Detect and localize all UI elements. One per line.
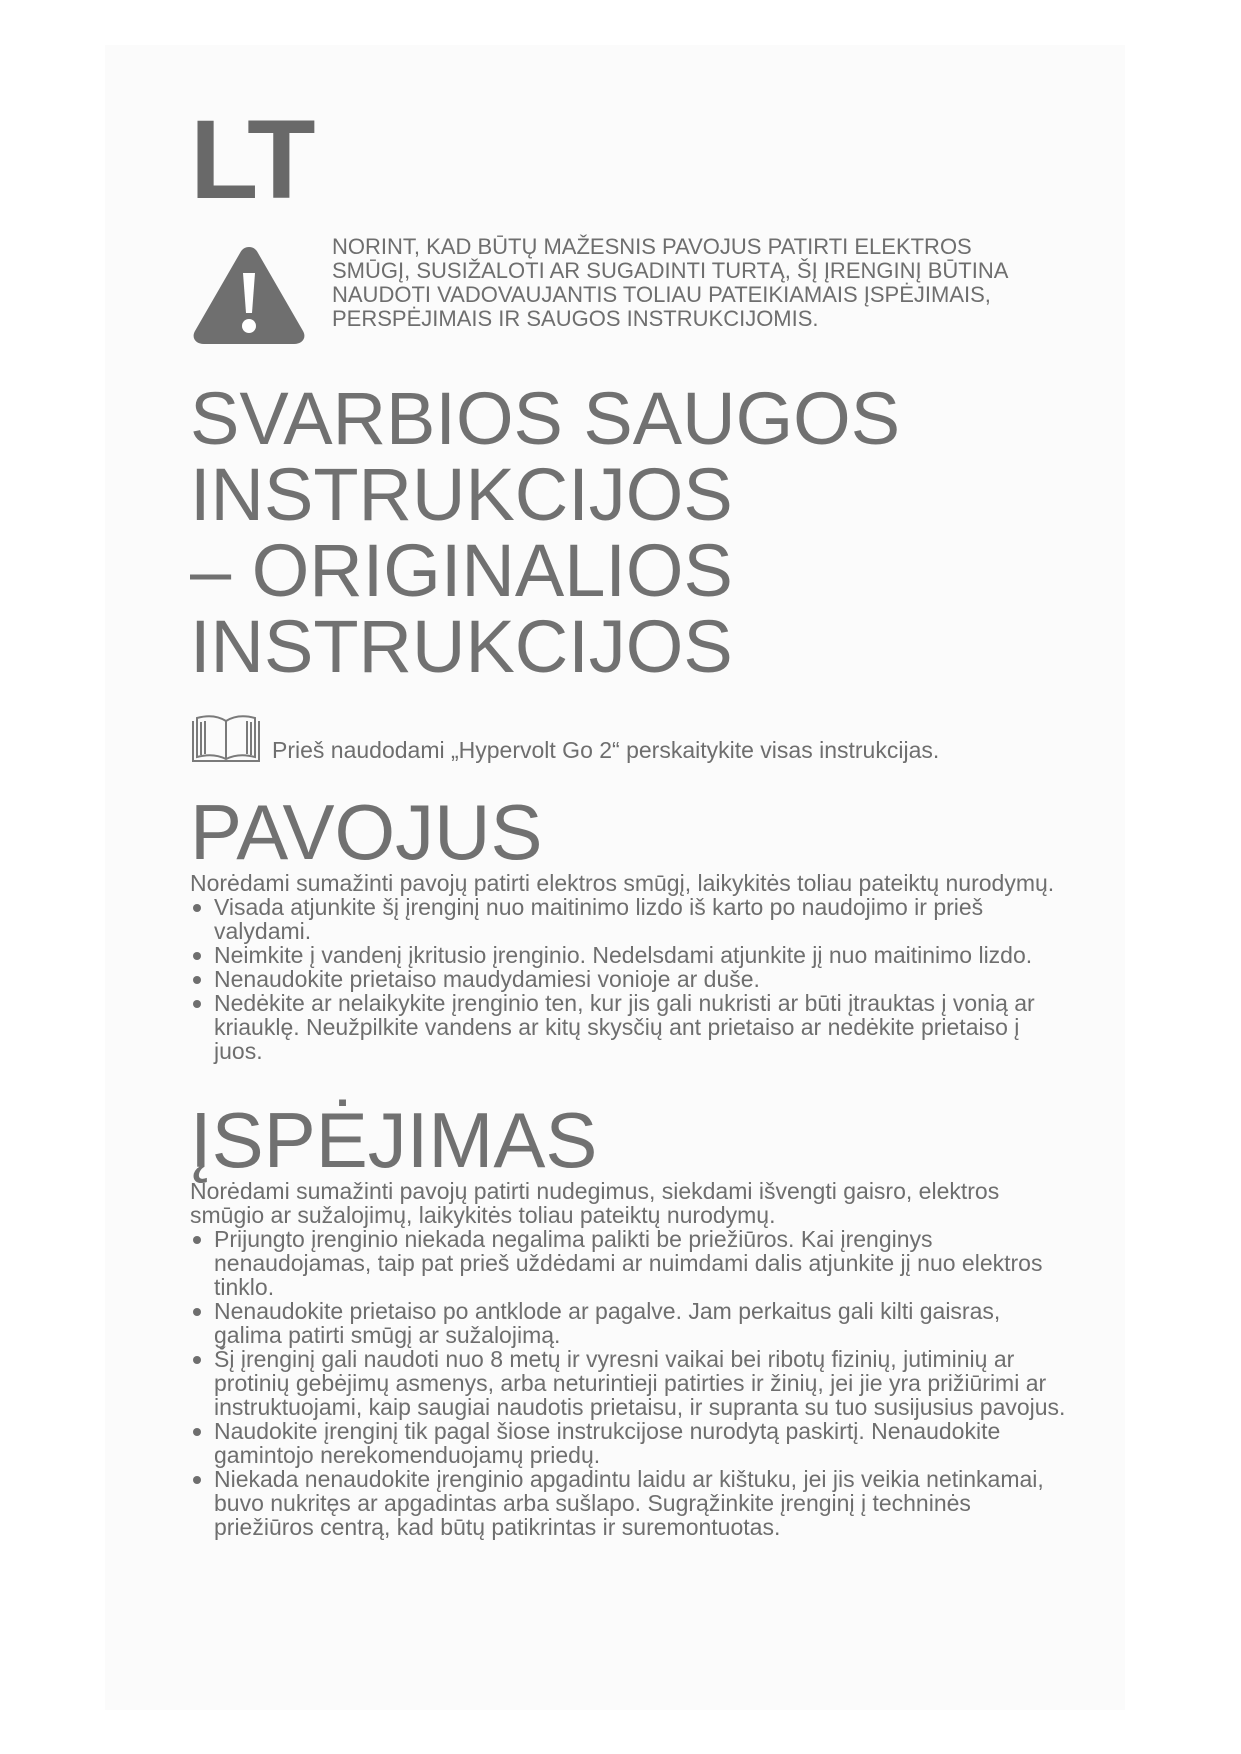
title-line: INSTRUKCIJOS	[190, 605, 733, 688]
danger-heading: PAVOJUS	[190, 788, 543, 876]
title-line: – ORIGINALIOS	[190, 529, 733, 612]
list-item: Nenaudokite prietaiso po antklode ar pagalve. Jam perkaitus gali kilti gaisras, galima patirti smūgį ar sužalojimą.	[190, 1299, 1070, 1347]
list-item: Prijungto įrenginio niekada negalima palikti be priežiūros. Kai įrenginys nenaudojamas, taip pat prieš uždėdami ar nuimdami dalis atjunkite jį nuo elektros tinklo.	[190, 1227, 1070, 1299]
warning-intro: Norėdami sumažinti pavojų patirti nudegimus, siekdami išvengti gaisro, elektros smūgio ar sužalojimų, laikykitės toliau pateiktų nurodymų.	[190, 1178, 1000, 1228]
read-manual-note	[190, 713, 1070, 765]
safety-warning-block	[190, 235, 1070, 347]
book-icon	[190, 713, 262, 765]
list-item: Nenaudokite prietaiso maudydamiesi vonioje ar duše.	[190, 967, 1070, 991]
read-manual-text: Prieš naudodami „Hypervolt Go 2“ perskaitykite visas instrukcijas.	[272, 737, 940, 763]
danger-intro: Norėdami sumažinti pavojų patirti elektros smūgį, laikykitės toliau pateiktų nurodymų.	[190, 870, 1055, 896]
warning-triangle-icon	[190, 243, 308, 347]
list-item: Visada atjunkite šį įrenginį nuo maitinimo lizdo iš karto po naudojimo ir prieš valydami.	[190, 895, 1070, 943]
list-item: Nedėkite ar nelaikykite įrenginio ten, kur jis gali nukristi ar būti įtrauktas į vonią ar kriauklę. Neužpilkite vandens ar kitų skysčių ant prietaiso ar nedėkite prietaiso į juos.	[190, 991, 1070, 1063]
danger-list	[190, 895, 1070, 1063]
title-line: INSTRUKCIJOS	[190, 453, 733, 536]
page-title	[190, 377, 1070, 688]
title-line: SVARBIOS SAUGOS	[190, 377, 901, 460]
list-item: Naudokite įrenginį tik pagal šiose instrukcijose nurodytą paskirtį. Nenaudokite gamintojo nerekomenduojamų priedų.	[190, 1419, 1070, 1467]
list-item: Niekada nenaudokite įrenginio apgadintu laidu ar kištuku, jei jis veikia netinkamai, buvo nukritęs ar apgadintas arba sušlapo. Sugrąžinkite įrenginį į techninės priežiūros centrą, kad būtų patikrintas ir suremontuotas.	[190, 1467, 1070, 1539]
language-code: LT	[190, 97, 313, 222]
safety-warning-text: NORINT, KAD BŪTŲ MAŽESNIS PAVOJUS PATIRTI ELEKTROS SMŪGĮ, SUSIŽALOTI AR SUGADINTI TURTĄ, ŠĮ ĮRENGINĮ BŪTINA NAUDOTI VADOVAUJANTIS TOLIAU PATEIKIAMAIS ĮSPĖJIMAIS, PERSPĖJIMAIS IR SAUGOS INSTRUKCIJOMIS.	[332, 234, 1008, 331]
warning-heading: ĮSPĖJIMAS	[190, 1096, 598, 1184]
list-item: Šį įrenginį gali naudoti nuo 8 metų ir vyresni vaikai bei ribotų fizinių, jutiminių ar protinių gebėjimų asmenys, arba neturintieji patirties ir žinių, jei jie yra prižiūrimi ar instruktuojami, kaip saugiai naudotis prietaisu, ir supranta su tuo susijusius pavojus.	[190, 1347, 1070, 1419]
warning-list	[190, 1227, 1070, 1539]
document-content	[190, 97, 1070, 1540]
list-item: Neimkite į vandenį įkritusio įrenginio. Nedelsdami atjunkite jį nuo maitinimo lizdo.	[190, 943, 1070, 967]
